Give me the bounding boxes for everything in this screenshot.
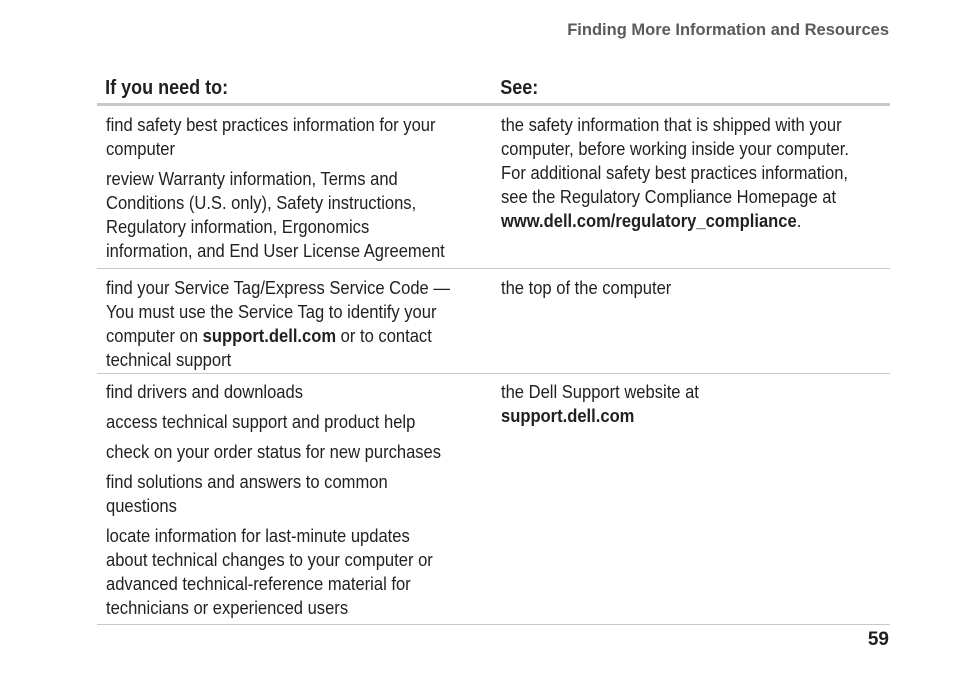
page-number: 59 [867,629,889,650]
need-text-cont: computer [106,139,176,159]
support-site-link[interactable]: support.dell.com [202,326,337,346]
see-text: the safety information that is shipped with your computer, before working inside your computer. For additional safety best practices information, see the Regulatory Compliance Homepage at www.dell.com/regulatory_compliance. [501,115,849,231]
support-site-link[interactable]: support.dell.com [501,406,635,426]
column-header-see: See: [500,77,539,99]
see-cell [493,113,890,268]
see-text-lead: the Dell Support website at [501,382,699,402]
running-header: Finding More Information and Resources [567,21,889,39]
resources-table [97,76,890,625]
see-text: the top of the computer [501,278,672,298]
need-text: access technical support and product help [106,412,416,432]
table-row [97,269,890,374]
need-text: find solutions and answers to common questions [106,472,388,516]
need-cell [97,276,493,373]
table-header [97,76,890,106]
column-header-need: If you need to: [105,77,229,99]
see-cell [493,380,890,624]
need-text: find safety best practices information for your computer [106,115,436,159]
see-text-tail: . [796,211,802,231]
see-text [501,380,859,428]
need-text: review Warranty information, Terms and Conditions (U.S. only), Safety instructions, Regulatory information, Ergonomics information, and End User License Agreement [106,169,445,261]
need-text: find drivers and downloads [106,382,304,402]
need-cell [97,380,493,624]
table-row [97,374,890,625]
see-cell [493,276,890,373]
need-cell [97,113,493,268]
need-text: check on your order status for new purchases [106,442,442,462]
need-text: find your Service Tag/Express Service Code — You must use the Service Tag to identify your computer on support.dell.com or to contact technical support [106,278,450,370]
table-row [97,106,890,269]
need-text: locate information for last-minute updates about technical changes to your computer or advanced technical-reference material for technicians or experienced users [106,526,433,618]
regulatory-compliance-link[interactable]: www.dell.com/regulatory_compliance [501,211,797,231]
